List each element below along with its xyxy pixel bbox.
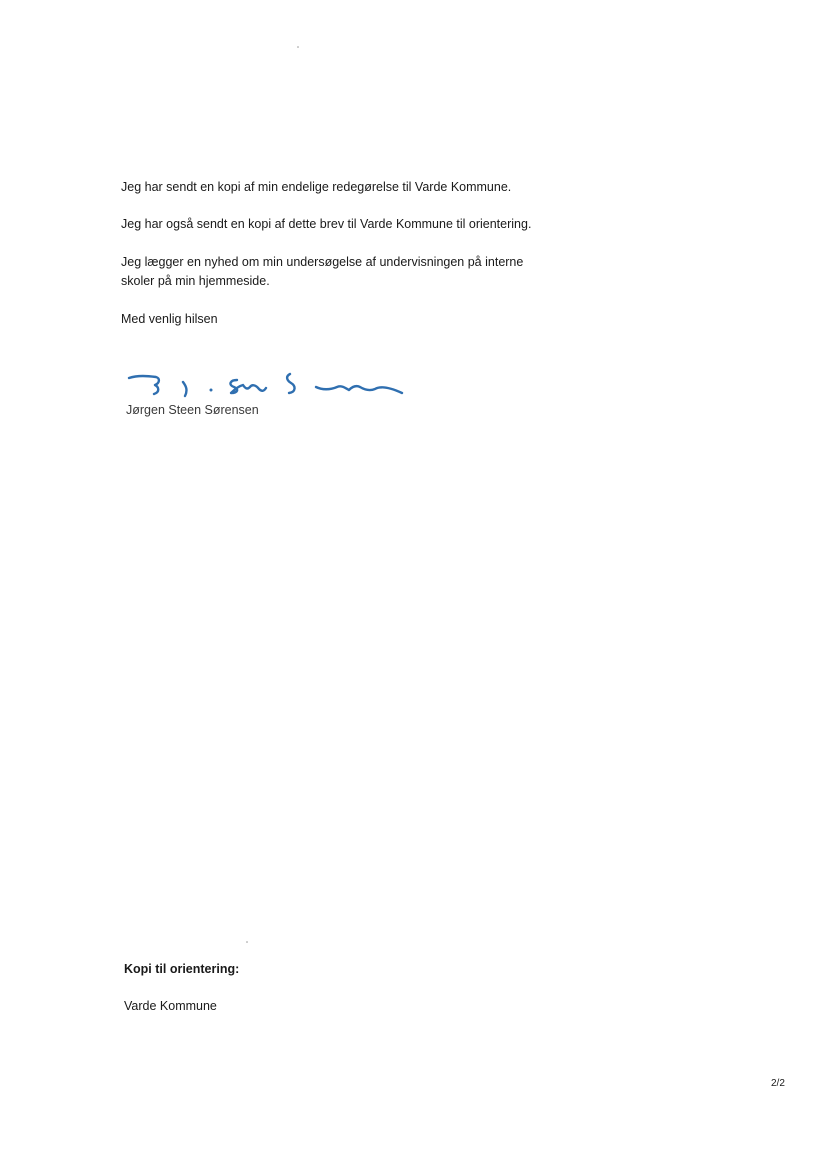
closing-greeting: Med venlig hilsen xyxy=(121,312,218,326)
copy-heading: Kopi til orientering: xyxy=(124,962,240,976)
scan-speck xyxy=(246,941,248,943)
signer-name: Jørgen Steen Sørensen xyxy=(126,403,259,417)
copy-recipient: Varde Kommune xyxy=(124,999,217,1013)
paragraph-hjemmeside-text: Jeg lægger en nyhed om min undersøgelse af undervisningen på interne skoler på min hjemmeside. xyxy=(121,255,524,288)
page-number: 2/2 xyxy=(771,1078,785,1089)
paragraph-redegoerelse: Jeg har sendt en kopi af min endelige redegørelse til Varde Kommune. xyxy=(121,180,512,194)
scan-speck xyxy=(297,46,299,48)
paragraph-brev-kopi: Jeg har også sendt en kopi af dette brev til Varde Kommune til orientering. xyxy=(121,217,532,231)
handwritten-signature xyxy=(126,368,408,402)
paragraph-hjemmeside xyxy=(121,253,523,291)
